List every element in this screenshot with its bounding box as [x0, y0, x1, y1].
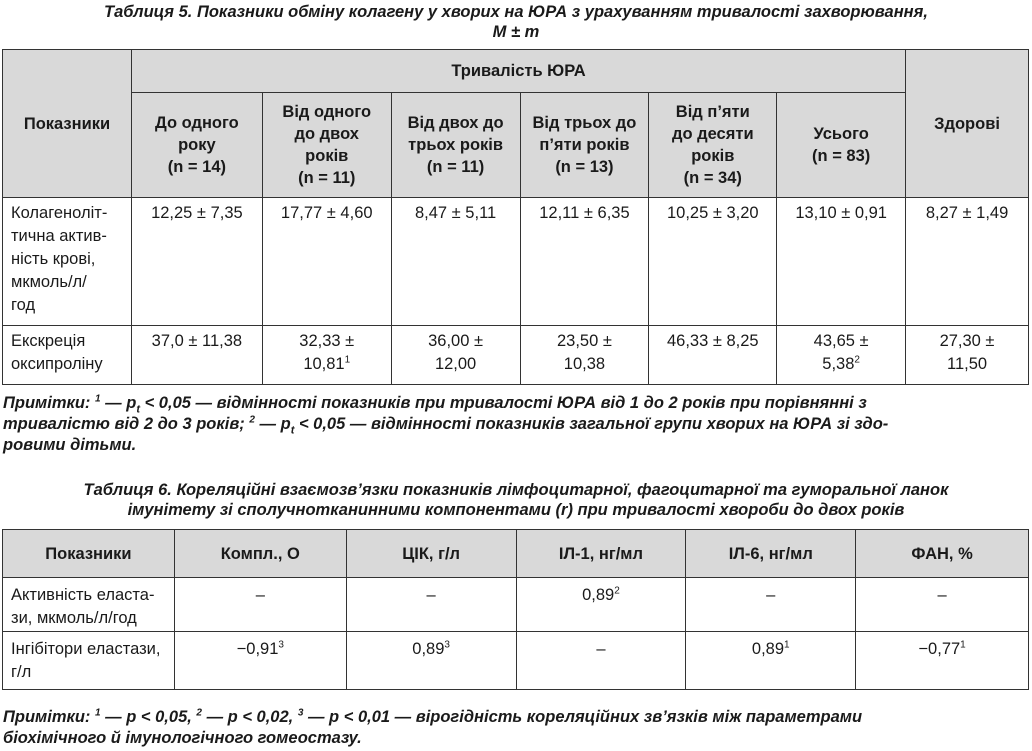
table-cell — [174, 632, 346, 690]
note-text: — p < 0,02, — [201, 708, 298, 726]
table-cell — [174, 578, 346, 632]
significance-mark: 2 — [614, 585, 620, 597]
label-line: зи, мкмоль/л/год — [11, 609, 137, 627]
significance-mark: 2 — [854, 354, 860, 366]
table5-header-col-5 — [649, 93, 777, 198]
col-line: до десяти — [671, 125, 754, 143]
table-cell — [649, 326, 777, 385]
cell-value: 10,81 — [303, 355, 345, 373]
note-text: — p < 0,01 — вірогідність кореляційних зв’язків між параметрами — [303, 708, 863, 726]
table-cell — [346, 632, 516, 690]
note-text: тривалістю від 2 до 3 років; — [3, 415, 250, 433]
table-cell — [686, 632, 856, 690]
col-line: (n = 13) — [555, 158, 614, 176]
table6-header-il1: ІЛ-1, нг/мл — [516, 530, 686, 578]
table5-caption — [0, 2, 1032, 42]
note-line — [3, 414, 1029, 435]
col-line: до двох — [294, 125, 359, 143]
note-text: < 0,05 — відмінності показників загальної групи хворих на ЮРА зі здо- — [294, 415, 889, 433]
note-text: Примітки: — [3, 708, 96, 726]
significance-mark: 3 — [444, 639, 450, 651]
row-label — [3, 326, 132, 385]
col-line: (n = 11) — [426, 158, 485, 176]
cell-value: 0,89 — [412, 640, 445, 658]
label-line: тична актив- — [11, 227, 107, 245]
table-cell: 8,27 ± 1,49 — [906, 198, 1029, 326]
cell-value: 37,0 ± 11,38 — [151, 332, 243, 350]
table5-notes — [3, 393, 1029, 456]
label-line: Інгібітори еластази, — [11, 640, 161, 658]
col-line: Від п’яти — [675, 103, 750, 121]
note-text: — p — [254, 415, 291, 433]
cell-value: – — [255, 586, 265, 604]
col-line: трьох років — [408, 136, 504, 154]
row-label — [3, 578, 175, 632]
table6-header-indicators: Показники — [3, 530, 175, 578]
label-line: оксипроліну — [11, 355, 103, 373]
label-line: мкмоль/л/ — [11, 273, 87, 291]
table-cell: 17,77 ± 4,60 — [262, 198, 391, 326]
table-row — [3, 632, 1029, 690]
cell-value: 0,89 — [751, 640, 785, 658]
label-line: г/л — [11, 663, 32, 681]
note-line — [3, 393, 1029, 414]
table5-header-indicators: Показники — [3, 50, 132, 198]
note-text: — p < 0,05, — [100, 708, 197, 726]
table5-header-col-6 — [777, 93, 906, 198]
cell-value: – — [937, 586, 947, 604]
col-line: (n = 34) — [683, 169, 742, 187]
table6-header-compl: Компл., О — [174, 530, 346, 578]
table5-caption-line2: M ± m — [492, 23, 540, 41]
col-line: Від трьох до — [532, 114, 637, 132]
table5-header-healthy: Здорові — [906, 50, 1029, 198]
note-text: < 0,05 — відмінності показників при тривалості ЮРА від 1 до 2 років при порівнянні з — [140, 394, 867, 412]
note-mark: 1 — [95, 707, 101, 719]
col-line: До одного — [155, 114, 239, 132]
table5-header-col-2 — [262, 93, 391, 198]
row-label — [3, 198, 132, 326]
cell-value: 27,30 ± — [939, 332, 995, 350]
table6-header-il6: ІЛ-6, нг/мл — [686, 530, 856, 578]
label-line: год — [11, 296, 36, 314]
table-cell — [131, 326, 262, 385]
cell-value: – — [766, 586, 776, 604]
table-row — [3, 198, 1029, 326]
note-mark: 2 — [196, 707, 202, 719]
table6 — [2, 529, 1029, 690]
table-row — [3, 326, 1029, 385]
cell-value: 23,50 ± — [556, 332, 612, 350]
note-subscript: t — [290, 424, 295, 437]
cell-value: 5,38 — [822, 355, 855, 373]
table-cell — [777, 326, 906, 385]
table5-header-col-1 — [131, 93, 262, 198]
table-cell — [346, 578, 516, 632]
col-line: (n = 83) — [812, 147, 871, 165]
cell-value: – — [426, 586, 436, 604]
note-line: біохімічного й імунологічного гомеостазу. — [3, 729, 362, 747]
cell-value: 12,00 — [434, 355, 477, 373]
table-cell: 8,47 ± 5,11 — [391, 198, 520, 326]
table6-notes — [3, 707, 1029, 749]
col-line: років — [305, 147, 349, 165]
table-cell — [516, 578, 686, 632]
table-cell: 10,25 ± 3,20 — [649, 198, 777, 326]
table-cell — [686, 578, 856, 632]
col-line: (n = 14) — [167, 158, 226, 176]
table6-caption-line1: Таблиця 6. Кореляційні взаємозв’язки показників лімфоцитарної, фагоцитарної та гуморальної ланок — [83, 481, 949, 499]
table-cell: 12,11 ± 6,35 — [520, 198, 649, 326]
cell-value: 32,33 ± — [299, 332, 355, 350]
significance-mark: 3 — [278, 639, 284, 651]
label-line: ність крові, — [11, 250, 96, 268]
col-line: року — [178, 136, 216, 154]
cell-value: 46,33 ± 8,25 — [666, 332, 759, 350]
cell-value: −0,77 — [918, 640, 961, 658]
table6-header-cik: ЦІК, г/л — [346, 530, 516, 578]
table5 — [2, 49, 1029, 385]
table-cell — [856, 632, 1029, 690]
cell-value: 10,38 — [563, 355, 606, 373]
col-line: років — [691, 147, 735, 165]
table5-header-col-4 — [520, 93, 649, 198]
table-cell — [856, 578, 1029, 632]
note-line — [3, 707, 1029, 728]
significance-mark: 1 — [784, 639, 790, 651]
significance-mark: 1 — [344, 354, 351, 366]
table-row — [3, 578, 1029, 632]
table5-caption-line1: Таблиця 5. Показники обміну колагену у хворих на ЮРА з урахуванням тривалості захворювання, — [104, 3, 928, 21]
label-line: Колагеноліт- — [11, 204, 108, 222]
significance-mark: 1 — [960, 639, 966, 651]
label-line: Екскреція — [11, 332, 86, 350]
note-mark: 3 — [297, 707, 304, 719]
table-cell — [391, 326, 520, 385]
row-label — [3, 632, 175, 690]
table-cell — [520, 326, 649, 385]
table5-header-duration: Тривалість ЮРА — [131, 50, 905, 93]
col-line: Усього — [813, 125, 869, 143]
label-line: Активність еласта- — [11, 586, 155, 604]
col-line: (n = 11) — [298, 169, 356, 187]
col-line: п’яти років — [539, 136, 630, 154]
table-cell — [906, 326, 1029, 385]
table-cell — [516, 632, 686, 690]
note-mark: 2 — [249, 414, 255, 426]
table6-caption-line2: імунітету зі сполучнотканинними компонентами (r) при тривалості хвороби до двох років — [127, 501, 905, 519]
note-subscript: t — [136, 403, 140, 416]
table-cell — [262, 326, 391, 385]
table-cell: 13,10 ± 0,91 — [777, 198, 906, 326]
table6-caption — [0, 480, 1032, 520]
cell-value: – — [596, 640, 606, 658]
col-line: Від двох до — [407, 114, 504, 132]
cell-value: 43,65 ± — [813, 332, 869, 350]
cell-value: 36,00 ± — [428, 332, 484, 350]
note-text: Примітки: — [3, 394, 96, 412]
note-line: ровими дітьми. — [3, 436, 137, 454]
table5-header-col-3 — [391, 93, 520, 198]
note-text: — p — [100, 394, 137, 412]
cell-value: 0,89 — [582, 586, 615, 604]
table-cell: 12,25 ± 7,35 — [131, 198, 262, 326]
col-line: Від одного — [282, 103, 372, 121]
note-mark: 1 — [95, 393, 101, 405]
cell-value: 11,50 — [947, 355, 988, 373]
cell-value: −0,91 — [236, 640, 279, 658]
table6-header-fan: ФАН, % — [856, 530, 1029, 578]
